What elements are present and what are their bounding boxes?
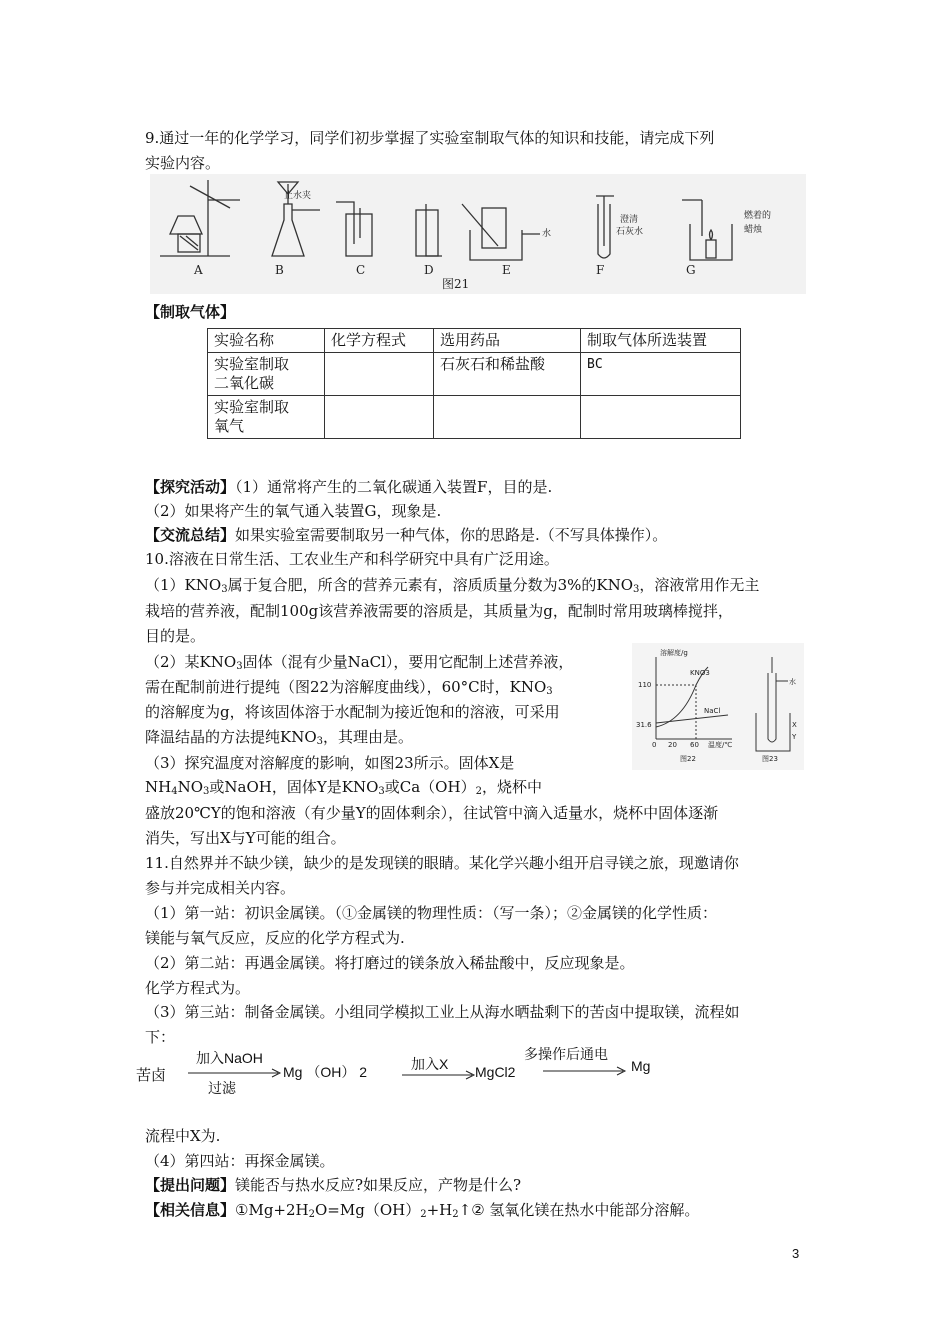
page-number: 3 [792,1246,800,1261]
q10-part1-line3: 目的是。 [145,627,206,645]
q11-intro-line2: 参与并完成相关内容。 [145,879,296,897]
fig21-label-f: F [596,263,605,277]
table-header-cell: 实验名称 [208,329,325,353]
q11-related-info: 【相关信息】$①Mg+2H_2O=Mg(OH)_2+H_2↑②$ 氢氧化镁在热水中能部分溶解。 [145,1201,700,1220]
table-row [208,396,741,439]
q9-explore-2: （2）如果将产生的氧气通入装置G，现象是. [145,502,442,520]
table-header-cell: 选用药品 [434,329,581,353]
fig23-caption: 图23 [762,755,778,763]
q10-intro: 10.溶液在日常生活、工农业生产和科学研究中具有广泛用途。 [145,550,559,568]
flow-product3: Mg [631,1058,651,1074]
table-header-row [208,329,741,353]
table-cell [325,353,434,396]
q11-stop3-line2: 下： [145,1028,176,1046]
fig21-label-g: G [686,263,696,277]
fig22-kno3-label: KNO3 [690,669,710,677]
fig23-water-label: 水 [789,678,796,686]
q9-summary: 【交流总结】如果实验室需要制取另一种气体，你的思路是.（不写具体操作）。 [145,526,668,544]
q10-part3-line1: （3）探究温度对溶解度的影响，如图23所示。固体X是 [145,754,515,772]
q9-intro-line1: 9.通过一年的化学学习，同学们初步掌握了实验室制取气体的知识和技能，请完成下列 [145,129,715,147]
table-row [208,353,741,396]
fig22-xlabel: 温度/℃ [708,741,733,749]
q10-part2-line4: 降温结晶的方法提纯$KNO_3$，其理由是。 [145,728,414,747]
flow-arrow-3 [543,1066,629,1076]
q9-explore-1: 【探究活动】（1）通常将产生的二氧化碳通入装置F，目的是. [145,478,553,496]
flow-step1-top: 加入NaOH [196,1050,263,1066]
flow-arrow-1 [188,1068,284,1078]
fig22-y110: 110 [638,681,652,689]
fig21-candle-label-2: 蜡烛 [744,225,763,235]
fig21-caption: 图21 [442,277,470,291]
fig21-label-a: A [194,263,203,277]
figure-21-apparatus [150,174,806,294]
q10-part3-line4: 消失，写出X与Y可能的组合。 [145,829,346,847]
gas-preparation-table [207,328,741,439]
q11-stop1-line1: （1）第一站：初识金属镁。（①金属镁的物理性质：（写一条）；②金属镁的化学性质： [145,904,718,922]
fig21-limewater-label-2: 石灰水 [616,227,644,237]
fig22-x60: 60 [690,741,699,749]
fig22-x20: 20 [668,741,677,749]
table-header-cell: 制取气体所选装置 [581,329,741,353]
figure-22-23 [632,643,804,770]
fig22-nacl-label: NaCl [704,707,721,715]
flow-step1-bottom: 过滤 [208,1081,236,1097]
table-cell: 石灰石和稀盐酸 [434,353,581,396]
q11-intro-line1: 11.自然界并不缺少镁，缺少的是发现镁的眼睛。某化学兴趣小组开启寻镁之旅，现邀请你 [145,854,739,872]
q11-stop2-line2: 化学方程式为。 [145,979,251,997]
flow-product1: Mg （OH） 2 [283,1064,368,1080]
q11-flow-x: 流程中X为. [145,1127,221,1145]
fig21-label-b: B [275,263,284,277]
q10-part2-line2: 需在配制前进行提纯（图22为溶解度曲线），60°C时，$KNO_3$ [145,678,553,697]
fig21-stopclip-label: 止水夹 [284,191,312,201]
fig21-label-c: C [356,263,366,277]
q11-stop2-line1: （2）第二站：再遇金属镁。将打磨过的镁条放入稀盐酸中，反应现象是。 [145,954,635,972]
fig21-label-d: D [424,263,434,277]
table-header-cell: 化学方程式 [325,329,434,353]
table-cell [325,396,434,439]
table-cell: BC [581,353,741,396]
flow-step2-top: 加入X [411,1056,449,1072]
q10-part2-line1: （2）某$KNO_3$固体（混有少量NaCl），要用它配制上述营养液， [145,653,574,672]
fig23-y-label: Y [792,733,797,741]
fig21-candle-label-1: 燃着的 [744,211,772,221]
fig22-y316: 31.6 [636,721,652,729]
q10-part1-line2: 栽培的营养液，配制100g该营养液需要的溶质是，其质量为g，配制时常用玻璃棒搅拌， [145,602,733,620]
table-cell [581,396,741,439]
q11-stop3-line1: （3）第三站：制备金属镁。小组同学模拟工业上从海水晒盐剩下的苦卤中提取镁，流程如 [145,1003,740,1021]
fig22-caption: 图22 [680,755,696,763]
q10-part3-line3: 盛放20℃Y的饱和溶液（有少量Y的固体剩余），往试管中滴入适量水，烧杯中固体逐渐 [145,804,719,822]
q10-part1-line1: $(1)KNO_3$属于复合肥，所含的营养元素有，溶质质量分数为3%的$KNO_3$，溶液常用作无主 [145,576,760,595]
table-cell [434,396,581,439]
table-cell: 实验室制取 二氧化碳 [208,353,325,396]
q10-part2-line3: 的溶解度为g，将该固体溶于水配制为接近饱和的溶液，可采用 [145,703,560,721]
flow-product2: MgCl2 [475,1064,516,1080]
fig21-label-e: E [502,263,511,277]
q10-part3-line2: $NH_4NO_3$或NaOH，固体Y是$KNO_3$或$Ca(OH)_2$，烧杯中 [145,778,542,797]
q9-section-heading: 【制取气体】 [145,303,236,321]
fig21-limewater-label-1: 澄清 [620,215,639,225]
fig23-x-label: X [792,721,797,729]
flow-start: 苦卤 [136,1066,167,1084]
q11-stop4: （4）第四站：再探金属镁。 [145,1152,335,1170]
fig22-x0: 0 [652,741,657,749]
q11-stop1-line2: 镁能与氧气反应，反应的化学方程式为. [145,929,405,947]
fig21-water-label: 水 [542,229,552,239]
flow-step3-top: 多操作后通电 [524,1047,608,1063]
table-cell: 实验室制取 氧气 [208,396,325,439]
q9-intro-line2: 实验内容。 [145,154,221,172]
q11-question: 【提出问题】镁能否与热水反应?如果反应，产物是什么? [145,1176,522,1194]
flow-arrow-2 [402,1070,478,1080]
fig22-ylabel: 溶解度/g [660,649,688,657]
